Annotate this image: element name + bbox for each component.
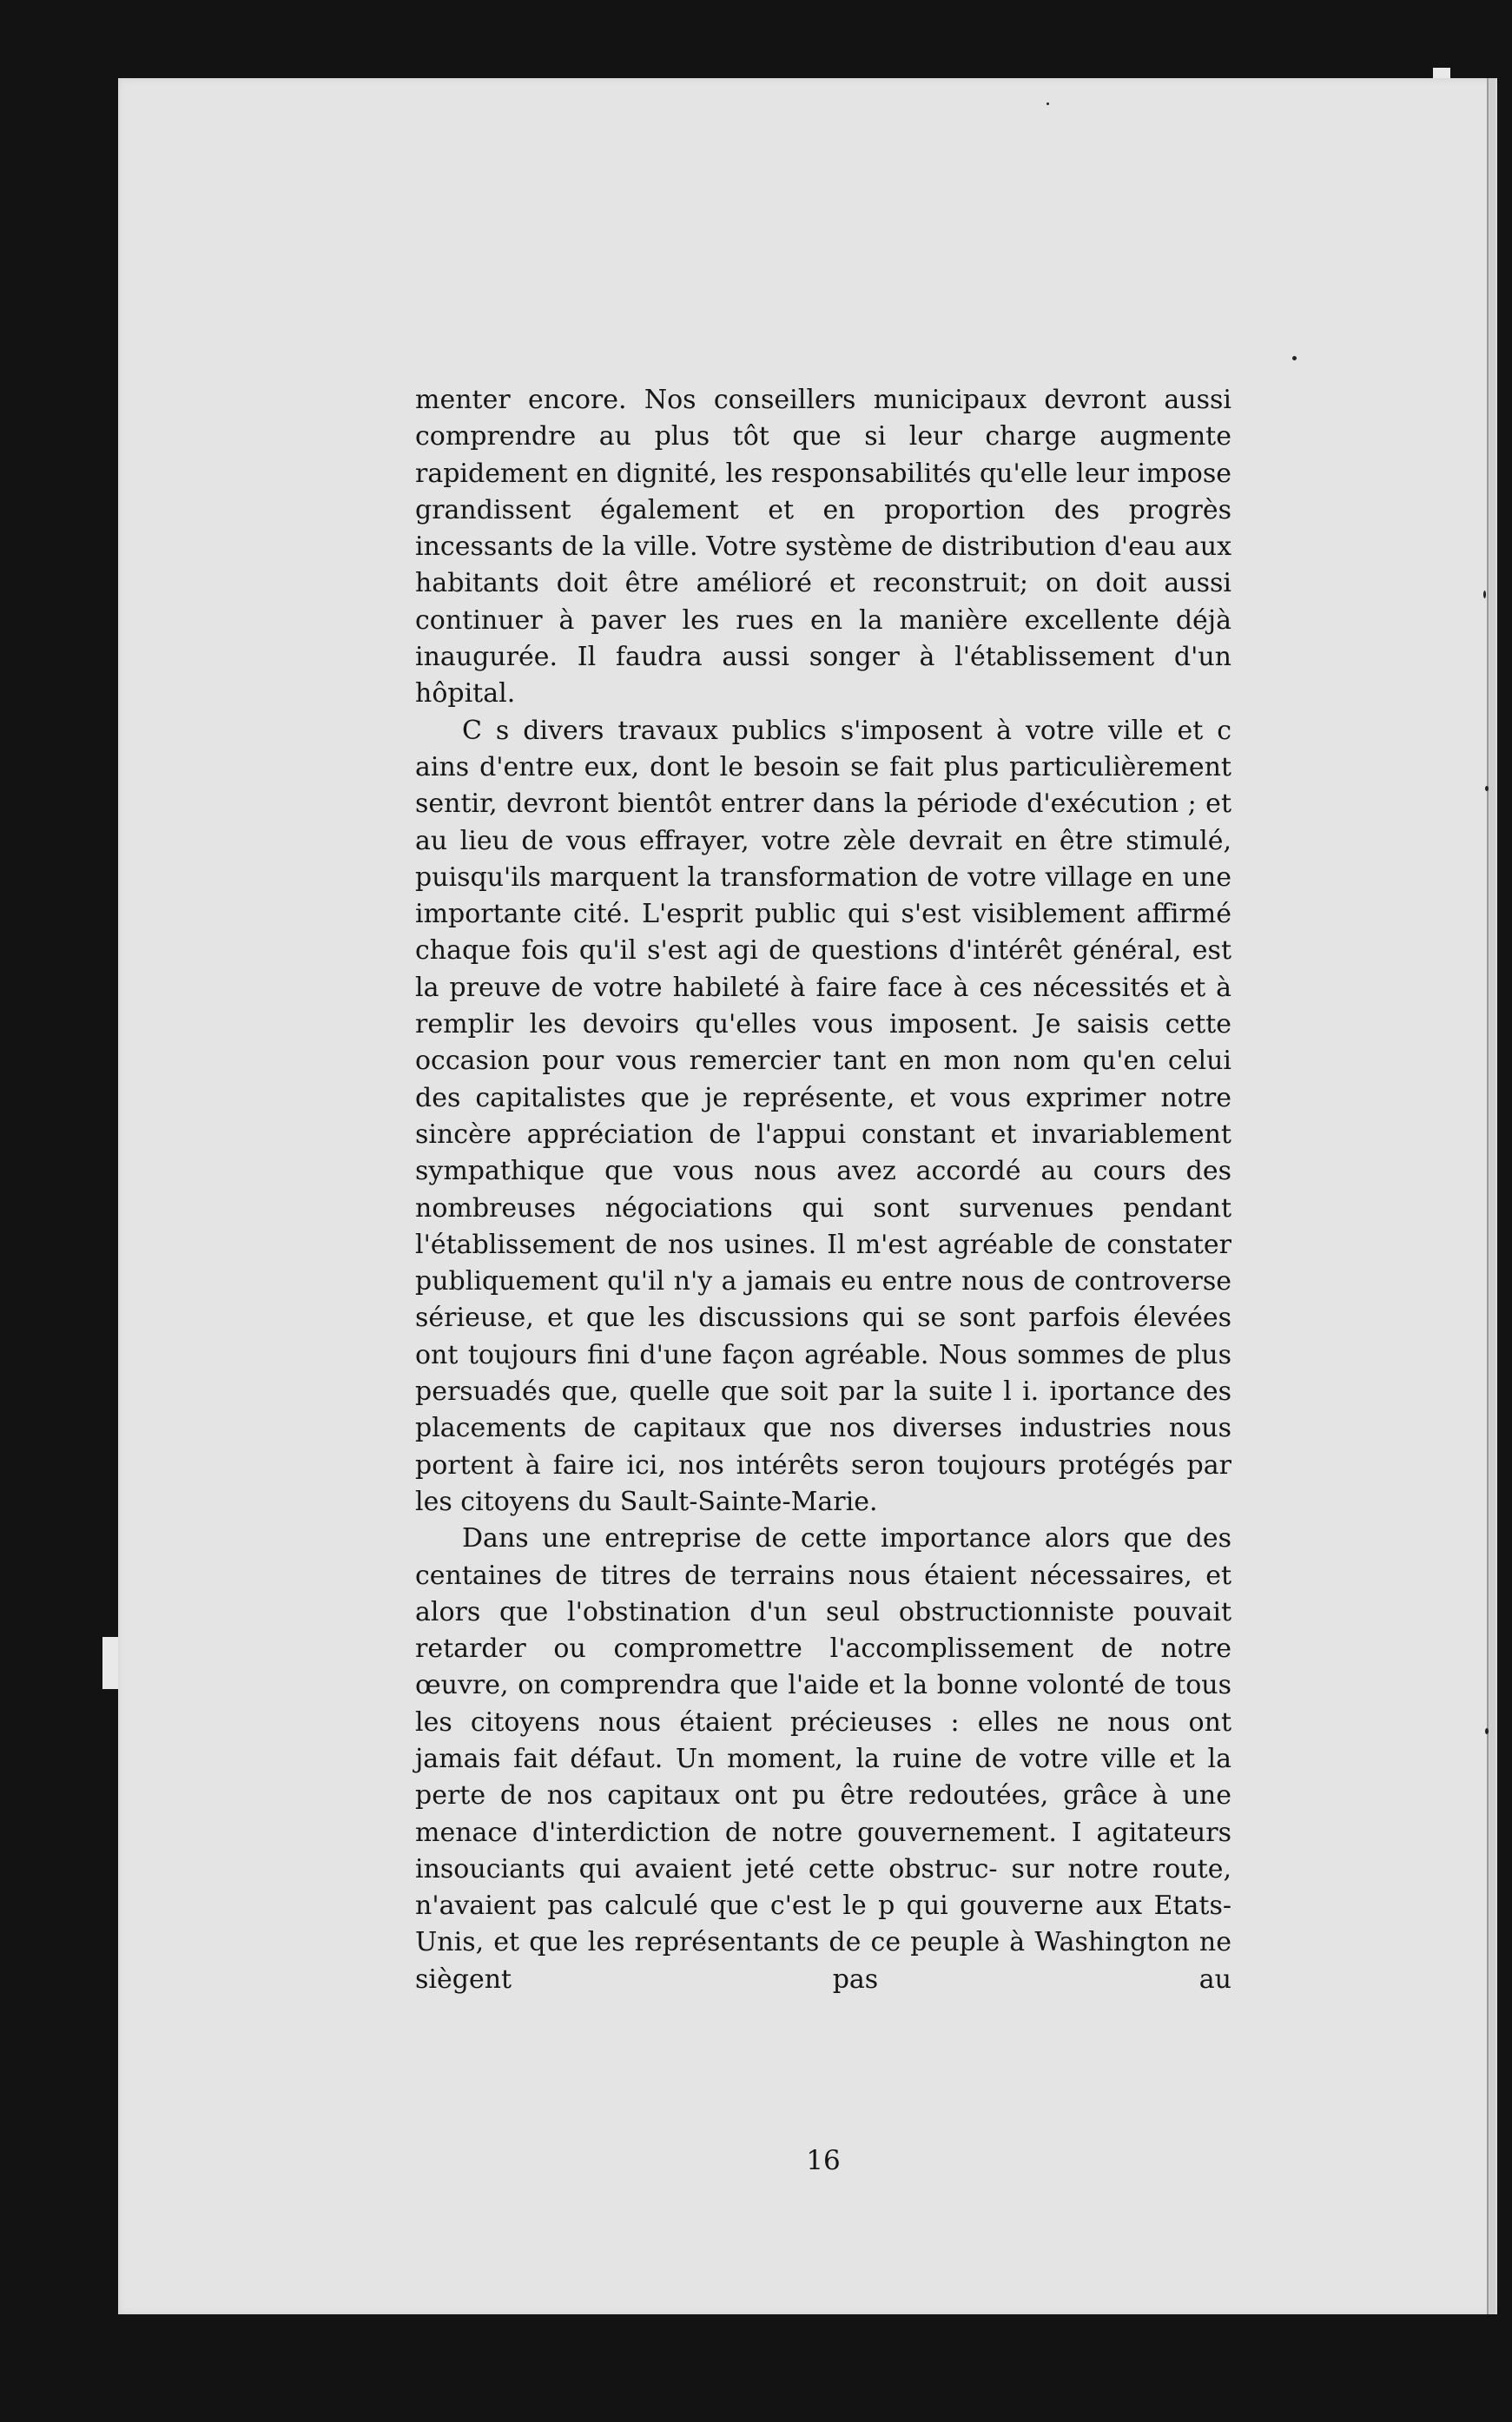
scan-edge-mark (1433, 68, 1450, 78)
paragraph: C s divers travaux publics s'imposent à votre ville et c ains d'entre eux, dont le besoin se fait plus particulièrement sentir, devront bientôt entrer dans la période d'exécution ; et au lieu de vous effrayer, votre zèle devrait en être stimulé, puisqu'ils marquent la transformation de votre village en une importante cité. L'esprit public qui s'est visiblement affirmé chaque fois qu'il s'est agi de questions d'intérêt général, est la preuve de votre habileté à faire face à ces nécessités et à remplir les devoirs qu'elles vous imposent. Je saisis cette occasion pour vous remercier tant en mon nom qu'en celui des capitalistes que je représente, et vous exprimer notre sincère appréciation de l'appui constant et invariablement sympathique que vous nous avez accordé au cours des nombreuses négociations qui sont survenues pendant l'établissement de nos usines. Il m'est agréable de constater publiquement qu'il n'y a jamais eu entre nous de controverse sérieuse, et que les discussions qui se sont parfois élevées ont toujours fini d'une façon agréable. Nous sommes de plus persuadés que, quelle que soit par la suite l i. iportance des placements de capitaux que nos diverses industries nous portent à faire ici, nos intérêts seron toujours protégés par les citoyens du Sault-Sainte-Marie. (415, 715, 1231, 1517)
scan-speck (1047, 102, 1049, 105)
scan-speck (1292, 356, 1297, 360)
paragraph: menter encore. Nos conseillers municipaux devront aussi comprendre au plus tôt que si leur charge augmente rapidement en dignité, les responsabilités qu'elle leur impose grandissent également et en proportion des progrès incessants de la ville. Votre système de distribution d'eau aux habitants doit être amélioré et reconstruit; on doit aussi continuer à paver les rues en la manière excellente déjà inaugurée. Il faudra aussi songer à l'établissement d'un hôpital. (415, 385, 1231, 709)
scan-speck (1485, 786, 1489, 791)
page-number: 16 (806, 2145, 841, 2176)
scan-edge-mark (102, 1637, 118, 1689)
page-edge (1487, 78, 1495, 2314)
scan-speck (1485, 1728, 1489, 1734)
body-text (415, 382, 1231, 1998)
scan-speck (1483, 591, 1486, 598)
paragraph: Dans une entreprise de cette importance alors que des centaines de titres de terrains nous étaient nécessaires, et alors que l'obstination d'un seul obstructionniste pouvait retarder ou compromettre l'accomplissement de notre œuvre, on comprendra que l'aide et la bonne volonté de tous les citoyens nous étaient précieuses : elles ne nous ont jamais fait défaut. Un moment, la ruine de votre ville et la perte de nos capitaux ont pu être redoutées, grâce à une menace d'interdiction de notre gouvernement. I agitateurs insouciants qui avaient jeté cette obstruc- sur notre route, n'avaient pas calculé que c'est le p qui gouverne aux Etats-Unis, et que les représentants de ce peuple à Washington ne siègent pas au (415, 1523, 1231, 1995)
